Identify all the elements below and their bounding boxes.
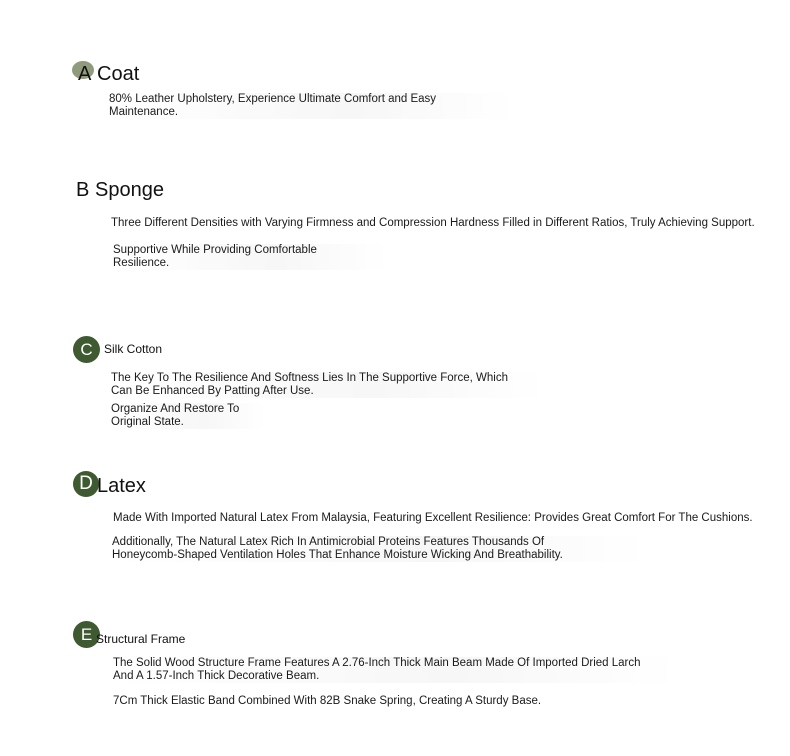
section-paragraph: Supportive While Providing Comfortable Resilience. (113, 244, 388, 270)
section-paragraph: Organize And Restore To Original State. (111, 403, 266, 429)
section-badge-letter: C (80, 340, 93, 359)
section-title: Structural Frame (96, 632, 186, 646)
section-title: Silk Cotton (104, 342, 163, 356)
section-title: Sponge (95, 179, 164, 201)
section-title: Coat (97, 63, 140, 85)
section-badge-letter: E (80, 625, 93, 644)
section-badge-letter: A (78, 63, 92, 85)
section-paragraph: Made With Imported Natural Latex From Malaysia, Featuring Excellent Resilience: Provides Great Comfort For The Cushions. (113, 512, 753, 524)
section-paragraph: The Solid Wood Structure Frame Features A 2.76-Inch Thick Main Beam Made Of Imported Dried Larch And A 1.57-Inch Thick Decorative Beam. (113, 657, 678, 683)
section-badge-letter: D (79, 473, 93, 494)
section-paragraph: The Key To The Resilience And Softness Lies In The Supportive Force, Which Can Be Enhanced By Patting After Use. (111, 372, 546, 398)
section-badge-letter: B (76, 179, 90, 201)
section-paragraph: 7Cm Thick Elastic Band Combined With 82B Snake Spring, Creating A Sturdy Base. (113, 695, 542, 707)
section-paragraph: 80% Leather Upholstery, Experience Ultimate Comfort and Easy Maintenance. (109, 93, 514, 119)
section-paragraph: Additionally, The Natural Latex Rich In Antimicrobial Proteins Features Thousands Of Honeycomb-Shaped Ventilation Holes That Enhance Moisture Wicking And Breathability. (112, 536, 647, 562)
section-paragraph: Three Different Densities with Varying Firmness and Compression Hardness Filled in Different Ratios, Truly Achieving Support. (111, 217, 755, 229)
section-title: Latex (97, 475, 146, 497)
